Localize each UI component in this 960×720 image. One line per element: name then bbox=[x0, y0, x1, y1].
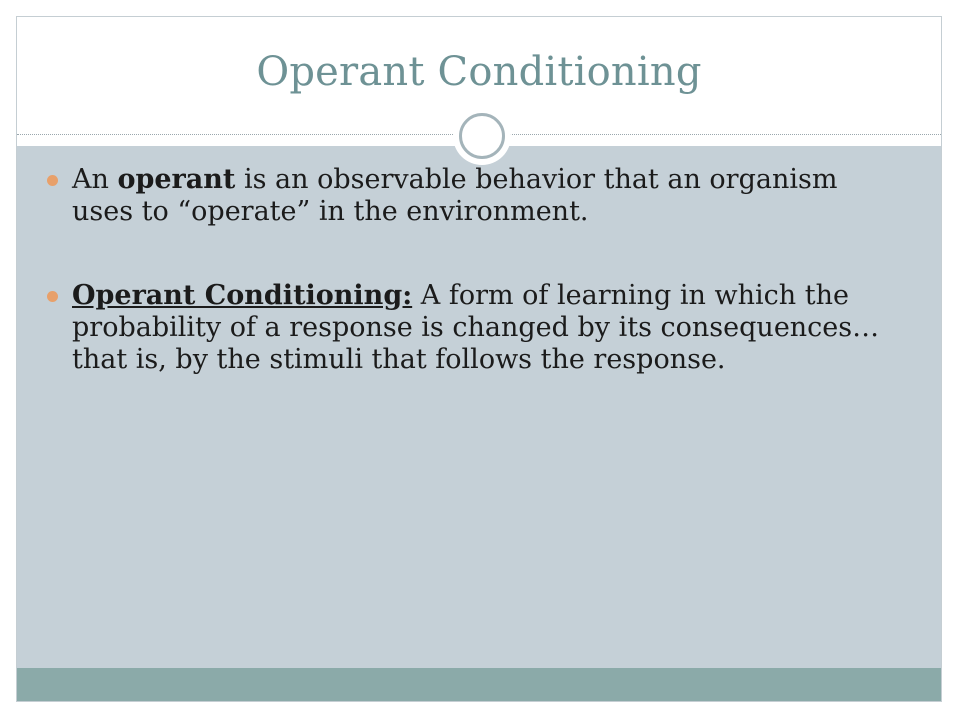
slide bbox=[16, 16, 942, 702]
bullet-text: is an observable behavior that an organism uses to “operate” in the environment. bbox=[72, 164, 838, 227]
bullet-operant-conditioning-definition bbox=[17, 280, 941, 376]
divider-circle-icon bbox=[459, 113, 505, 159]
bullet-dot-icon bbox=[47, 291, 58, 302]
bullet-dot-icon bbox=[47, 175, 58, 186]
bullet-term: Operant Conditioning: bbox=[72, 280, 413, 311]
bullet-prefix: An bbox=[72, 164, 118, 195]
bullet-operant-definition bbox=[17, 164, 941, 228]
bullet-term: operant bbox=[117, 164, 236, 195]
footer-band bbox=[17, 668, 941, 701]
bullet-text: A form of learning in which the probability of a response is changed by its consequences…that is, by the stimuli that follows the response. bbox=[72, 280, 880, 375]
bullet-list bbox=[17, 164, 941, 428]
slide-title: Operant Conditioning bbox=[256, 49, 702, 95]
